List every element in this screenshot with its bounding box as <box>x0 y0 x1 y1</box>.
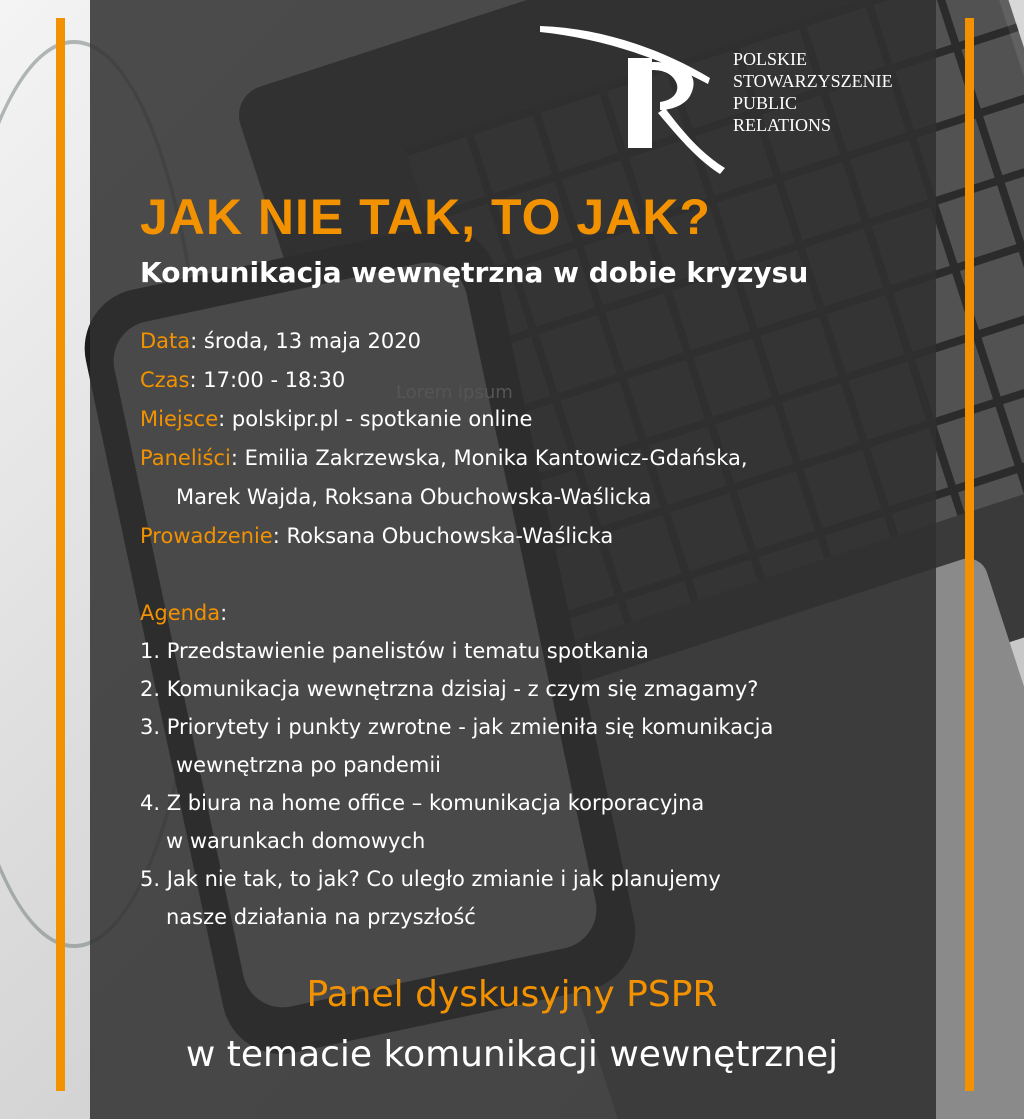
agenda-item-4-continued: w warunkach domowych <box>166 829 426 853</box>
panelists-line-1: : Emilia Zakrzewska, Monika Kantowicz-Gdańska, <box>230 446 748 470</box>
logo-line-3: PUBLIC <box>733 93 798 113</box>
event-details <box>140 322 748 556</box>
place-value: : polskipr.pl - spotkanie online <box>218 407 533 431</box>
host-value: : Roksana Obuchowska-Waślicka <box>272 524 614 548</box>
right-orange-line <box>965 18 974 1091</box>
agenda-item-1: 1. Przedstawienie panelistów i tematu spotkania <box>140 639 649 663</box>
logo-line-2: STOWARZYSZENIE <box>733 71 893 91</box>
logo-line-1: POLSKIE <box>733 49 808 69</box>
date-label: Data <box>140 329 191 353</box>
time-row <box>140 361 748 400</box>
agenda-item-5-continued: nasze działania na przyszłość <box>166 905 476 929</box>
event-subtitle: Komunikacja wewnętrzna w dobie kryzysu <box>140 256 809 289</box>
agenda-item-3-continued: wewnętrzna po pandemii <box>176 753 441 777</box>
agenda-item-4: 4. Z biura na home office – komunikacja korporacyjna <box>140 791 705 815</box>
agenda-item-2: 2. Komunikacja wewnętrzna dzisiaj - z czym się zmagamy? <box>140 677 759 701</box>
pspr-logo <box>540 18 920 178</box>
panelists-row-continued <box>140 478 748 517</box>
pr-monogram-icon <box>540 18 730 178</box>
agenda-item-3: 3. Priorytety i punkty zwrotne - jak zmieniła się komunikacja <box>140 715 774 739</box>
logo-text <box>733 48 893 136</box>
agenda-colon: : <box>220 601 228 625</box>
date-value: : środa, 13 maja 2020 <box>190 329 421 353</box>
place-label: Miejsce <box>140 407 219 431</box>
agenda-item-5: 5. Jak nie tak, to jak? Co uległo zmianie i jak planujemy <box>140 867 721 891</box>
host-row <box>140 517 748 556</box>
time-value: : 17:00 - 18:30 <box>189 368 346 392</box>
panelists-label: Paneliści <box>140 446 231 470</box>
time-label: Czas <box>140 368 190 392</box>
panelists-line-2: Marek Wajda, Roksana Obuchowska-Waślicka <box>176 485 652 509</box>
logo-line-4: RELATIONS <box>733 115 831 135</box>
place-row <box>140 400 748 439</box>
panelists-row <box>140 439 748 478</box>
left-orange-line <box>56 18 65 1091</box>
date-row <box>140 322 748 361</box>
agenda-label: Agenda <box>140 601 221 625</box>
event-title: JAK NIE TAK, TO JAK? <box>140 189 711 245</box>
footer-panel-subtitle: w temacie komunikacji wewnętrznej <box>185 1034 839 1075</box>
footer-panel-title: Panel dyskusyjny PSPR <box>306 974 718 1015</box>
background-placeholder-text: Lorem ipsum <box>396 382 513 403</box>
agenda <box>140 594 773 936</box>
agenda-heading <box>140 594 773 632</box>
host-label: Prowadzenie <box>140 524 273 548</box>
